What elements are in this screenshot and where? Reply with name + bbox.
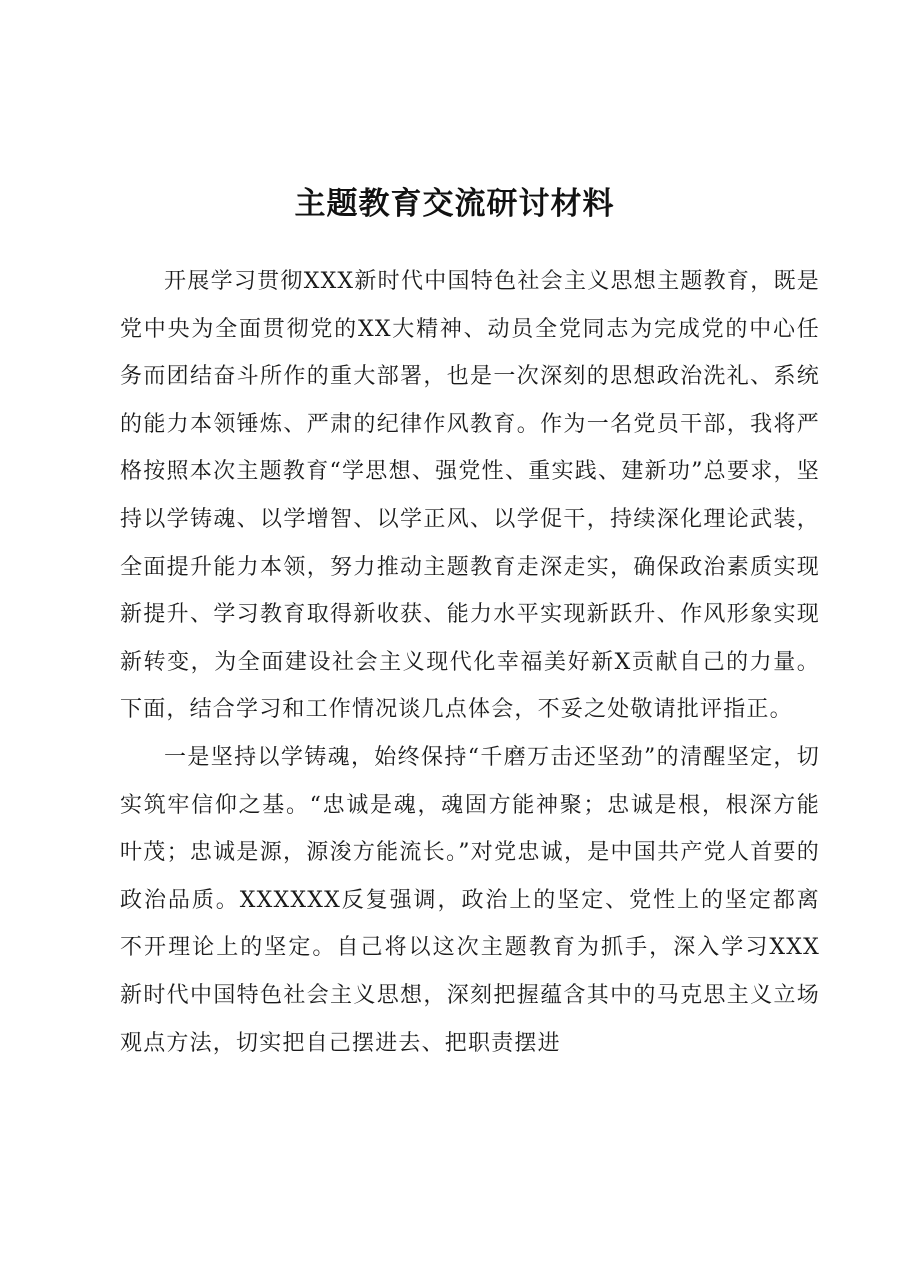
document-body <box>120 258 820 1067</box>
paragraph-point-one: 一是坚持以学铸魂，始终保持“千磨万击还坚劲”的清醒坚定，切实筑牢信仰之基。“忠诚是魂，魂固方能神聚；忠诚是根，根深方能叶茂；忠诚是源，源浚方能流长。”对党忠诚，是中国共产党人首要的政治品质。XXXXXX反复强调，政治上的坚定、党性上的坚定都离不开理论上的坚定。自己将以这次主题教育为抓手，深入学习XXX新时代中国特色社会主义思想，深刻把握蕴含其中的马克思主义立场观点方法，切实把自己摆进去、把职责摆进 <box>120 744 820 1056</box>
paragraph-intro: 开展学习贯彻XXX新时代中国特色社会主义思想主题教育，既是党中央为全面贯彻党的XX大精神、动员全党同志为完成党的中心任务而团结奋斗所作的重大部署，也是一次深刻的思想政治洗礼、系统的能力本领锤炼、严肃的纪律作风教育。作为一名党员干部，我将严格按照本次主题教育“学思想、强党性、重实践、建新功”总要求，坚持以学铸魂、以学增智、以学正风、以学促干，持续深化理论武装，全面提升能力本领，努力推动主题教育走深走实，确保政治素质实现新提升、学习教育取得新收获、能力水平实现新跃升、作风形象实现新转变，为全面建设社会主义现代化幸福美好新X贡献自己的力量。下面，结合学习和工作情况谈几点体会，不妥之处敬请批评指正。 <box>120 269 820 723</box>
document-title: 主题教育交流研讨材料 <box>294 186 615 222</box>
